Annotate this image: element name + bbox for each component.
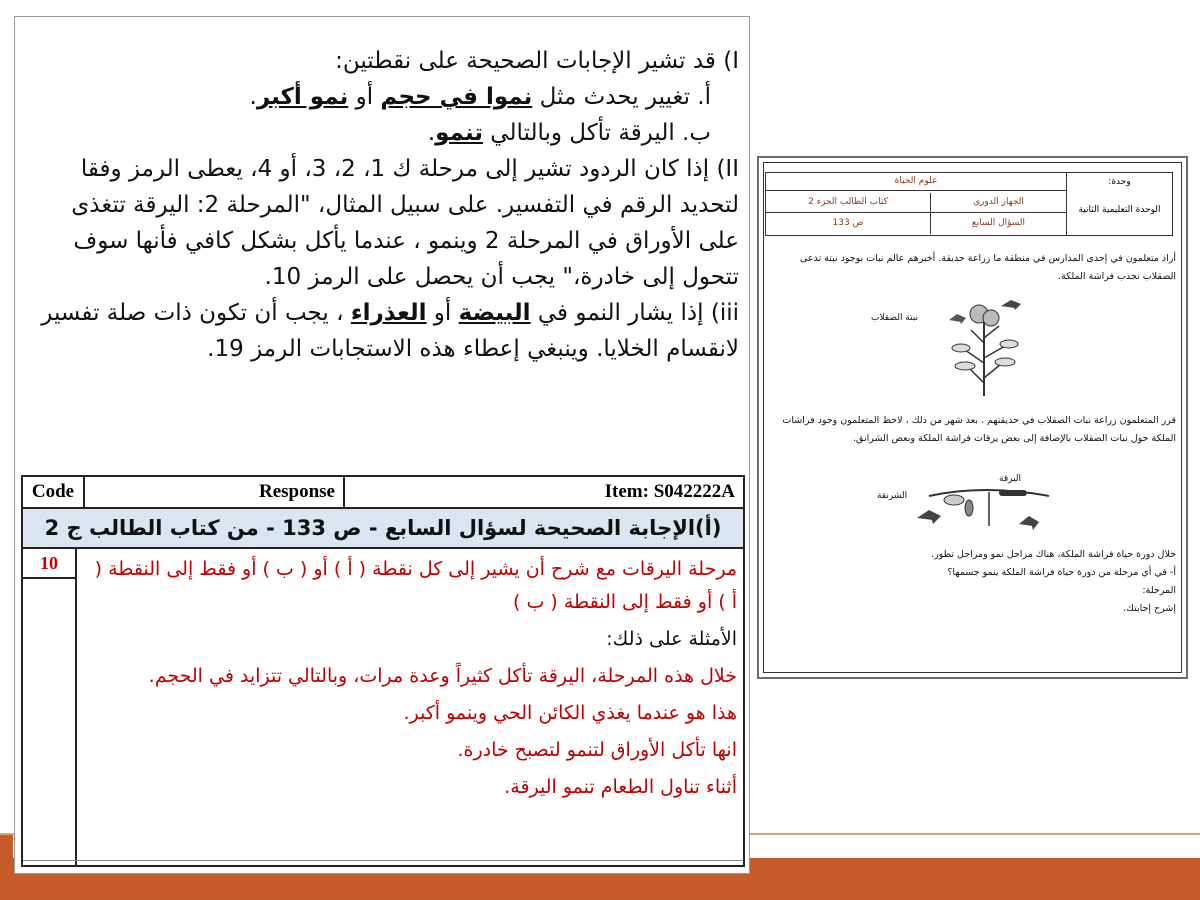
footer-band-left [0, 835, 13, 900]
unit-label: وحدة: [1108, 177, 1131, 187]
page-number: ص 133 [832, 218, 864, 228]
explain-label: إشرح إجابتك. [1123, 603, 1176, 614]
rubric-point-ii: II) إذا كان الردود تشير إلى مرحلة ك 1، 2، 3، أو 4، يعطى الرمز وفقا لتحديد الرقم في التفسير. على سبيل المثال، "المرحلة 2: اليرقة تتغذى على الأوراق في المرحلة 2 وينمو ، عندما يأكل بشكل كافي فأنها سوف تتحول إلى خادرة،" يجب أن يحصل على الرمز 10. [71, 156, 739, 290]
unit-value: علوم الحياة [766, 173, 1066, 191]
response-cell [85, 553, 737, 808]
response-main: مرحلة اليرقات مع شرح أن يشير إلى كل نقطة ( أ ) أو ( ب ) أو فقط إلى النقطة ( أ ) أو فقط إلى النقطة ( ب ) [94, 558, 737, 613]
item-header: Item: S042222A [604, 481, 735, 502]
example-1: خلال هذه المرحلة، اليرقة تأكل كثيراً وعدة مرات، وبالتالي تتزايد في الحجم. [148, 665, 737, 687]
emphasis-bigger-growth: نمو أكبر [256, 84, 349, 110]
page-header-table [765, 172, 1173, 236]
examples-label: الأمثلة على ذلك: [606, 628, 737, 650]
question-label: السؤال السابع [930, 213, 1066, 234]
question-a: أ- في أي مرحلة من دورة حياة فراشة الملكة ينمو جسمها؟ [947, 567, 1176, 578]
rubric-point-a: أ. تغيير يحدث مثل نموا في حجم أو نمو أكبر. [249, 84, 711, 110]
stage-label: المرحلة: [1142, 585, 1176, 596]
emphasis-pupa: العذراء [350, 300, 427, 326]
question-row: (أ)الإجابة الصحيحة لسؤال السابع - ص 133 - من كتاب الطالب ج 2 [23, 509, 743, 549]
example-3: انها تأكل الأوراق لتنمو لتصبح خادرة. [457, 739, 737, 761]
lesson-label: الوحدة التعليمية الثانية [1078, 205, 1161, 215]
cocoon-caption: الشرنقة [877, 491, 908, 501]
larva-caption: اليرقة [999, 474, 1022, 484]
code-header: Code [23, 477, 85, 507]
milkweed-plant-illustration [929, 298, 1039, 398]
textbook-page [757, 156, 1188, 679]
table-header-row [23, 477, 743, 509]
rubric-point-iii: iii) إذا يشار النمو في البيضة أو العذراء ، يجب أن تكون ذات صلة تفسير لانقسام الخلايا. وينبغي إعطاء هذه الاستجابات الرمز 19. [41, 300, 739, 362]
scoring-rubric-document [14, 16, 750, 874]
example-2: هذا هو عندما يغذي الكائن الحي وينمو أكبر. [403, 702, 737, 724]
second-paragraph: قرر المتعلمون زراعة نبات الصقلاب في حديقتهم . بعد شهر من ذلك ، لاحظ المتعلمون وجود فراشات الملكة حول نبات الصقلاب بالإضافة إلى بعض يرقات فراشة الملكة وبعض الشرانق. [782, 415, 1176, 444]
rubric-point-b: ب. اليرقة تأكل وبالتالي تنمو. [427, 120, 711, 146]
emphasis-growth-size: نموا في حجم [380, 84, 533, 110]
book-label: كتاب الطالب الجزء 2 [766, 193, 930, 213]
rubric-point-i: I) قد تشير الإجابات الصحيحة على نقطتين: [335, 48, 739, 74]
lifecycle-text: خلال دورة حياة فراشة الملكة، هناك مراحل نمو ومراحل تطور. [931, 549, 1176, 560]
example-4: أثناء تناول الطعام تنمو اليرقة. [504, 776, 737, 798]
system-label: الجهاز الدوري [930, 193, 1066, 213]
code-value: 10 [23, 549, 75, 579]
rubric-text [27, 43, 739, 367]
table-bottom-line [23, 860, 743, 861]
larva-cocoon-illustration [909, 466, 1059, 536]
emphasis-egg: البيضة [458, 300, 531, 326]
response-header: Response [85, 477, 345, 507]
plant-caption: نبتة الصقلاب [871, 313, 919, 323]
code-column [23, 549, 77, 865]
questions-block [772, 546, 1176, 618]
coding-table [21, 475, 745, 867]
intro-paragraph: أراد متعلمون في إحدى المدارس في منطقة ما زراعة حديقة. أخبرهم عالم نبات بوجود نبتة تدعى الصقلاب تجذب فراشة الملكة. [799, 253, 1176, 282]
emphasis-grows: تنمو [435, 120, 483, 146]
